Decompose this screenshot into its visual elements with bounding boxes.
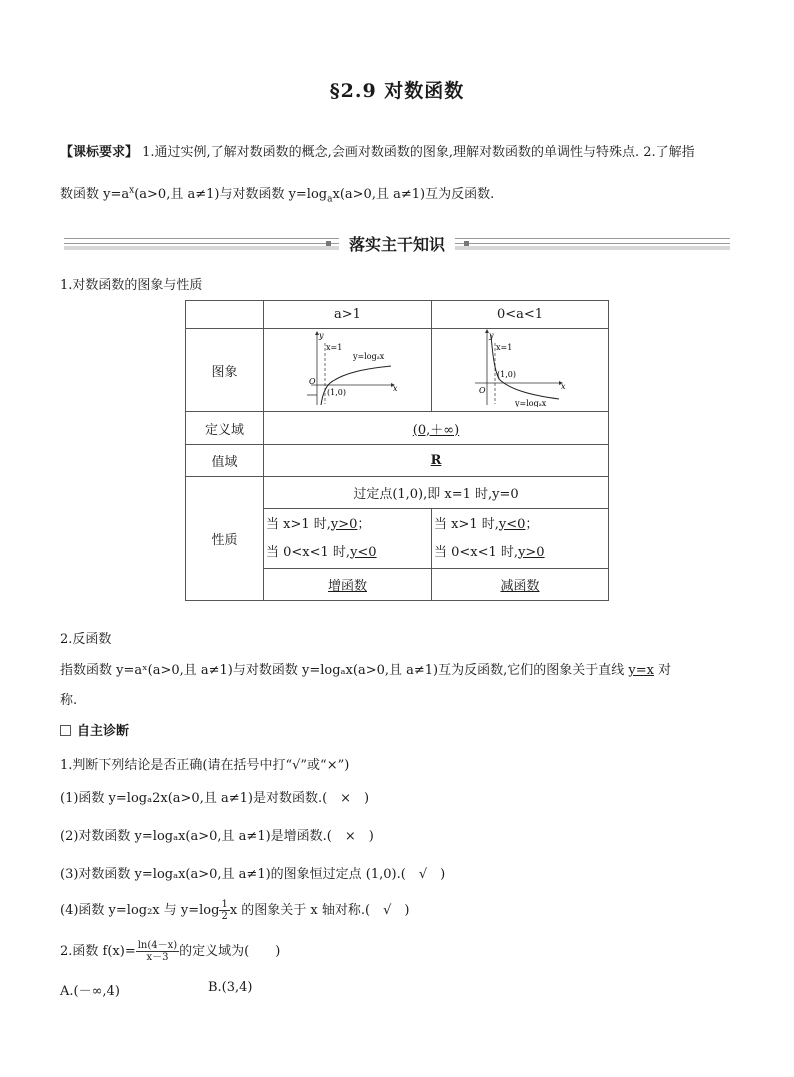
row-label-graph: 图象 <box>186 329 264 412</box>
q2-frac-den: x－3 <box>146 952 169 963</box>
monotonic-inc-cell <box>264 569 432 601</box>
lt1-semicolon: ； <box>525 516 539 532</box>
banner-dot-right <box>464 241 469 246</box>
page-title: §2.9 对数函数 <box>329 80 465 102</box>
graph2-x-label: x <box>561 382 566 391</box>
graph-increasing <box>264 329 432 412</box>
diagnosis-heading-text: 自主诊断 <box>77 724 130 739</box>
gt1-semicolon: ； <box>357 516 371 532</box>
course-requirements <box>60 142 750 164</box>
option-a: A.(－∞,4) <box>60 984 120 999</box>
graph-curve-label: y=logₐx <box>352 352 384 361</box>
q2-frac-num: ln(4－x) <box>137 940 178 951</box>
graph2-y-label: y <box>489 331 494 340</box>
graph-origin-label: O <box>308 377 316 386</box>
question-1-4 <box>60 899 409 922</box>
lt1-line1-answer: y<0 <box>498 516 526 532</box>
domain-value: (0,＋∞) <box>412 422 460 438</box>
requirements-text-2a: 数函数 y=a <box>60 187 130 202</box>
question-1: 1.判断下列结论是否正确(请在括号中打“√”或“×”) <box>60 758 350 773</box>
question-1-2: (2)对数函数 y=logₐx(a>0,且 a≠1)是增函数.( × ) <box>60 829 374 844</box>
q1-4-frac-den: 2 <box>221 911 228 922</box>
table-corner <box>186 301 264 329</box>
banner-dot-left <box>326 241 331 246</box>
increasing-log-graph <box>293 329 403 407</box>
col-header-a-lt-1: 0<a<1 <box>432 301 609 329</box>
fixed-point-cell: 过定点(1,0),即 x=1 时,y=0 <box>264 477 609 509</box>
graph2-curve-label: y=logₐx <box>515 399 547 407</box>
question-1-3: (3)对数函数 y=logₐx(a>0,且 a≠1)的图象恒过定点 (1,0).( √ ) <box>60 867 446 882</box>
decreasing-label: 减函数 <box>500 579 540 594</box>
row-label-domain: 定义域 <box>186 412 264 445</box>
gt1-line1-text: 当 x>1 时, <box>266 516 331 532</box>
section-banner <box>64 232 730 256</box>
question-2 <box>60 940 280 963</box>
monotonic-dec-cell <box>432 569 609 601</box>
requirements-tag: 【课标要求】 <box>60 145 139 160</box>
q1-4-text-a: (4)函数 y=log₂x 与 y=log <box>60 903 220 918</box>
q1-4-text-b: x 的图象关于 x 轴对称.( √ ) <box>229 903 410 918</box>
square-icon <box>60 725 71 736</box>
gt1-line2-answer: y<0 <box>350 544 377 560</box>
q2-text-a: 2.函数 f(x)= <box>60 944 136 959</box>
sign-a-lt-1 <box>432 509 609 569</box>
q1-4-fraction <box>219 899 229 922</box>
gt1-line1-answer: y>0 <box>330 516 358 532</box>
section2-answer: y=x <box>628 663 654 678</box>
gt1-line2-text: 当 0<x<1 时, <box>266 544 351 560</box>
graph-x1-label: x=1 <box>325 343 342 352</box>
graph2-origin-label: O <box>479 386 486 395</box>
section2-line1: 指数函数 y=aˣ(a>0,且 a≠1)与对数函数 y=logₐx(a>0,且 a≠1)互为反函数,它们的图象关于直线 <box>60 663 625 678</box>
graph-point-label: (1,0) <box>326 388 346 397</box>
self-diagnosis-heading <box>60 720 129 739</box>
q2-fraction <box>136 940 179 963</box>
graph-x-label: x <box>392 384 398 393</box>
row-label-range: 值域 <box>186 445 264 477</box>
section2-heading: 2.反函数 <box>60 632 112 647</box>
graph-decreasing <box>432 329 609 412</box>
section2-line1-end: 对 <box>658 663 672 678</box>
graph2-point-label: (1,0) <box>497 370 516 379</box>
lt1-line2-answer: y>0 <box>518 544 545 560</box>
log-properties-table <box>185 300 609 601</box>
banner-label: 落实主干知识 <box>339 232 455 255</box>
requirements-sup: x <box>129 185 135 196</box>
domain-cell <box>264 412 609 445</box>
graph2-x1-label: x=1 <box>496 343 513 352</box>
sign-a-gt-1 <box>264 509 432 569</box>
graph-y-label: y <box>318 331 324 340</box>
section1-heading: 1.对数函数的图象与性质 <box>60 278 203 293</box>
course-requirements-cont <box>60 183 750 205</box>
requirements-text-1: 1.通过实例,了解对数函数的概念,会画对数函数的图象,理解对数函数的单调性与特殊点. 2.了解指 <box>138 145 695 160</box>
decreasing-log-graph <box>465 329 575 407</box>
question-1-1: (1)函数 y=logₐ2x(a>0,且 a≠1)是对数函数.( × ) <box>60 791 370 806</box>
section2-body <box>60 656 750 716</box>
q1-4-frac-num: 1 <box>221 899 228 910</box>
requirements-text-2c: x(a>0,且 a≠1)互为反函数. <box>332 187 495 202</box>
range-cell <box>264 445 609 477</box>
requirements-sub: a <box>327 194 333 205</box>
col-header-a-gt-1: a>1 <box>264 301 432 329</box>
requirements-text-2b: (a>0,且 a≠1)与对数函数 y=log <box>134 187 328 202</box>
row-label-properties: 性质 <box>186 477 264 601</box>
lt1-line1-text: 当 x>1 时, <box>434 516 499 532</box>
option-b: B.(3,4) <box>208 980 253 995</box>
section2-line2: 称. <box>60 693 78 708</box>
increasing-label: 增函数 <box>327 579 367 594</box>
lt1-line2-text: 当 0<x<1 时, <box>434 544 519 560</box>
q2-text-b: 的定义域为( ) <box>179 944 281 959</box>
range-value: R <box>430 453 442 468</box>
